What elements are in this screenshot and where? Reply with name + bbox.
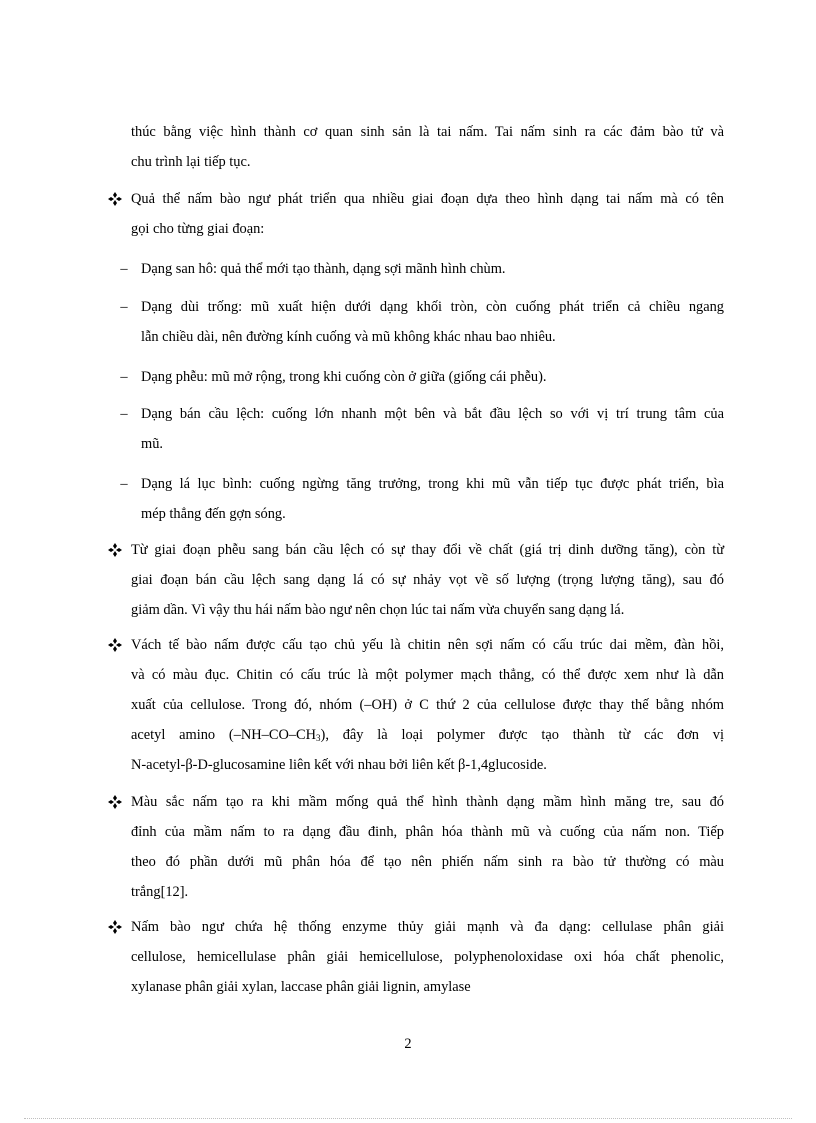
bullet-paragraph-enzymes: [131, 912, 724, 1002]
bullet-paragraph-color: [131, 787, 724, 907]
text-line: xuất của cellulose. Trong đó, nhóm (–OH) ở C thứ 2 của cellulose được thay thế bằng nhóm: [131, 697, 724, 713]
stage-item-la-luc-binh: [141, 469, 724, 529]
text-line: xylanase phân giải xylan, laccase phân giải lignin, amylase: [131, 979, 471, 995]
text-line-formula: [131, 720, 724, 750]
formula-suffix: ), đây là loại polymer được tạo thành từ các đơn vị: [320, 727, 724, 743]
text-line: và có màu đục. Chitin có cấu trúc là một polymer mạch thẳng, có thể được xem như là dẫn: [131, 667, 724, 683]
bullet-paragraph-harvest: [131, 535, 724, 625]
four-diamond-bullet-icon: [107, 637, 123, 653]
stage-item-san-ho: [141, 254, 724, 284]
bullet-paragraph-chitin: [131, 630, 724, 780]
text-line: Màu sắc nấm tạo ra khi mầm mống quả thể hình thành dạng mầm hình măng tre, sau đó: [131, 794, 724, 810]
dash-marker: –: [120, 369, 128, 385]
text-line: Dạng phễu: mũ mở rộng, trong khi cuống còn ở giữa (giống cái phễu).: [141, 369, 547, 385]
text-line: Dạng lá lục bình: cuống ngừng tăng trưởng, trong khi mũ vẫn tiếp tục được phát triển, bìa: [141, 476, 724, 492]
formula-subscript: 3: [316, 733, 321, 743]
text-line: mép thẳng đến gợn sóng.: [141, 506, 286, 522]
formula-prefix: acetyl amino (–NH–CO–CH: [131, 727, 317, 743]
text-line: thúc bằng việc hình thành cơ quan sinh sản là tai nấm. Tai nấm sinh ra các đảm bào tử và: [131, 124, 724, 140]
four-diamond-bullet-icon: [107, 919, 123, 935]
text-line: giai đoạn bán cầu lệch sang dạng lá có sự nhảy vọt về số lượng (trọng lượng tăng), sau đó: [131, 572, 724, 588]
text-line: Dạng bán cầu lệch: cuống lớn nhanh một bên và bắt đầu lệch so với vị trí trung tâm của: [141, 406, 724, 422]
four-diamond-bullet-icon: [107, 191, 123, 207]
text-line: lẫn chiều dài, nên đường kính cuống và mũ không khác nhau bao nhiêu.: [141, 329, 556, 345]
stage-item-pheu: [141, 362, 724, 392]
text-line: cellulose, hemicellulase phân giải hemicellulose, polyphenoloxidase oxi hóa chất phenolic,: [131, 949, 724, 965]
text-line: chu trình lại tiếp tục.: [131, 154, 251, 170]
text-line: Nấm bào ngư chứa hệ thống enzyme thủy giải mạnh và đa dạng: cellulase phân giải: [131, 919, 724, 935]
four-diamond-bullet-icon: [107, 794, 123, 810]
text-line: N-acetyl-β-D-glucosamine liên kết với nhau bởi liên kết β-1,4glucoside.: [131, 757, 547, 773]
text-line: Quả thể nấm bào ngư phát triển qua nhiều giai đoạn dựa theo hình dạng tai nấm mà có tên: [131, 191, 724, 207]
dash-marker: –: [120, 406, 128, 422]
text-line: Vách tế bào nấm được cấu tạo chủ yếu là chitin nên sợi nấm có cấu trúc dai mềm, đàn hồi,: [131, 637, 724, 653]
intro-paragraph: [131, 117, 724, 177]
text-line: Dạng dùi trống: mũ xuất hiện dưới dạng khối tròn, còn cuống phát triển cả chiều ngang: [141, 299, 724, 315]
text-line: giảm dần. Vì vậy thu hái nấm bào ngư nên chọn lúc tai nấm vừa chuyển sang dạng lá.: [131, 602, 625, 618]
bullet-paragraph-stages-intro: [131, 184, 724, 244]
page-number: 2: [404, 1036, 412, 1052]
text-line: Từ giai đoạn phễu sang bán cầu lệch có sự thay đổi về chất (giá trị dinh dưỡng tăng), còn từ: [131, 542, 724, 558]
dash-marker: –: [120, 476, 128, 492]
text-line: gọi cho từng giai đoạn:: [131, 221, 265, 237]
page-bottom-rule: [24, 1118, 792, 1119]
text-line: đỉnh của mầm nấm to ra dạng đầu đinh, phân hóa thành mũ và cuống của nấm non. Tiếp: [131, 824, 724, 840]
stage-item-dui-trong: [141, 292, 724, 352]
dash-marker: –: [120, 299, 128, 315]
text-line: theo đó phần dưới mũ phân hóa để tạo nên phiến nấm sinh ra bào tử thường có màu: [131, 854, 724, 870]
text-line: Dạng san hô: quả thể mới tạo thành, dạng sợi mãnh hình chùm.: [141, 261, 506, 277]
text-line: mũ.: [141, 436, 163, 452]
four-diamond-bullet-icon: [107, 542, 123, 558]
text-line: trắng[12].: [131, 884, 189, 900]
dash-marker: –: [120, 261, 128, 277]
stage-item-ban-cau-lech: [141, 399, 724, 459]
